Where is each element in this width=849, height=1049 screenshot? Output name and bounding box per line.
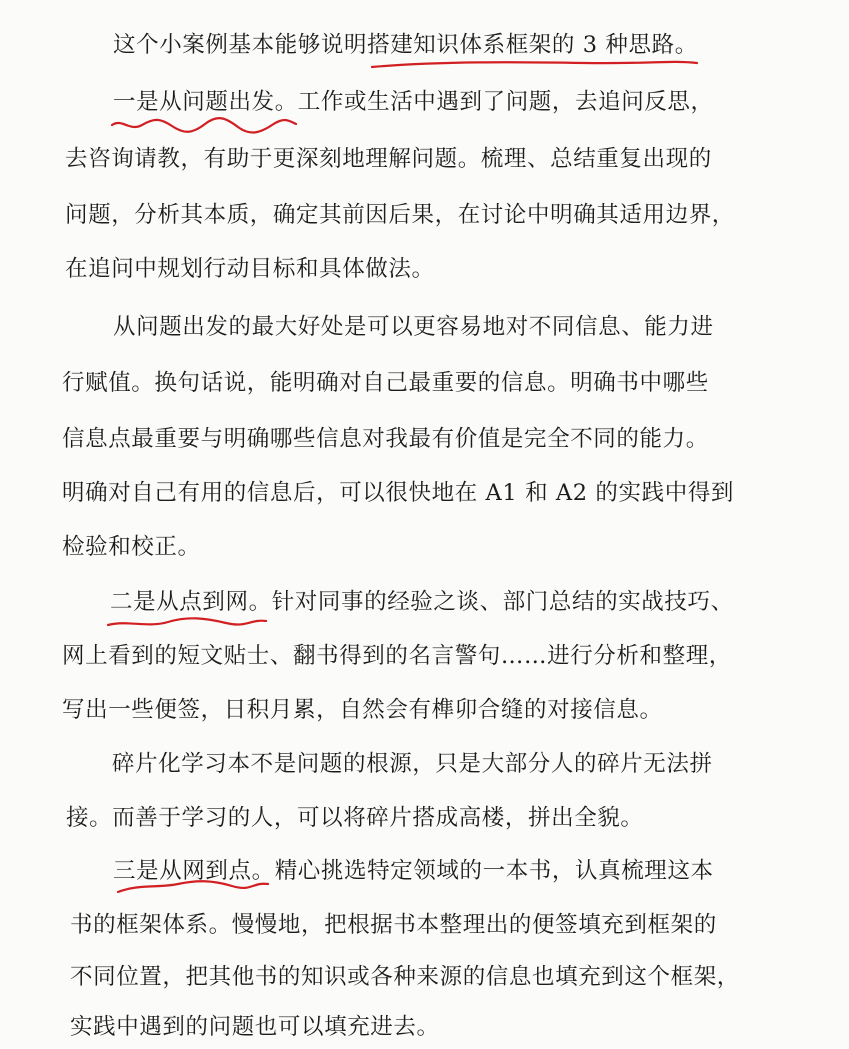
underline-mark bbox=[108, 618, 266, 625]
text-line: 网上看到的短文贴士、翻书得到的名言警句……进行分析和整理， bbox=[62, 643, 732, 669]
text-line: 去咨询请教，有助于更深刻地理解问题。梳理、总结重复出现的 bbox=[65, 146, 712, 172]
text-line: 不同位置，把其他书的知识或各种来源的信息也填充到这个框架， bbox=[70, 964, 740, 990]
text-line: 接。而善于学习的人，可以将碎片搭成高楼，拼出全貌。 bbox=[66, 805, 644, 831]
text-line: 检验和校正。 bbox=[62, 534, 201, 560]
text-line: 二是从点到网。针对同事的经验之谈、部门总结的实战技巧、 bbox=[110, 589, 734, 615]
underline-mark bbox=[372, 62, 697, 67]
text-line: 碎片化学习本不是问题的根源，只是大部分人的碎片无法拼 bbox=[112, 751, 713, 777]
text-line: 问题，分析其本质，确定其前因后果，在讨论中明确其适用边界， bbox=[65, 202, 735, 228]
wavy-underline-mark bbox=[112, 118, 296, 132]
text-line: 在追问中规划行动目标和具体做法。 bbox=[65, 256, 435, 282]
text-line: 书的框架体系。慢慢地，把根据书本整理出的便签填充到框架的 bbox=[70, 912, 717, 938]
text-line: 一是从问题出发。工作或生活中遇到了问题，去追问反思， bbox=[113, 89, 714, 115]
text-line: 三是从网到点。精心挑选特定领域的一本书，认真梳理这本 bbox=[113, 858, 714, 884]
text-line: 明确对自己有用的信息后，可以很快地在 A1 和 A2 的实践中得到 bbox=[62, 480, 735, 506]
text-line: 从问题出发的最大好处是可以更容易地对不同信息、能力进 bbox=[113, 314, 714, 340]
text-line: 实践中遇到的问题也可以填充进去。 bbox=[70, 1014, 440, 1040]
text-line: 行赋值。换句话说，能明确对自己最重要的信息。明确书中哪些 bbox=[62, 370, 709, 396]
text-line: 信息点最重要与明确哪些信息对我最有价值是完全不同的能力。 bbox=[62, 426, 709, 452]
text-line: 写出一些便签，日积月累，自然会有榫卯合缝的对接信息。 bbox=[62, 697, 663, 723]
text-line: 这个小案例基本能够说明搭建知识体系框架的 3 种思路。 bbox=[113, 32, 698, 58]
